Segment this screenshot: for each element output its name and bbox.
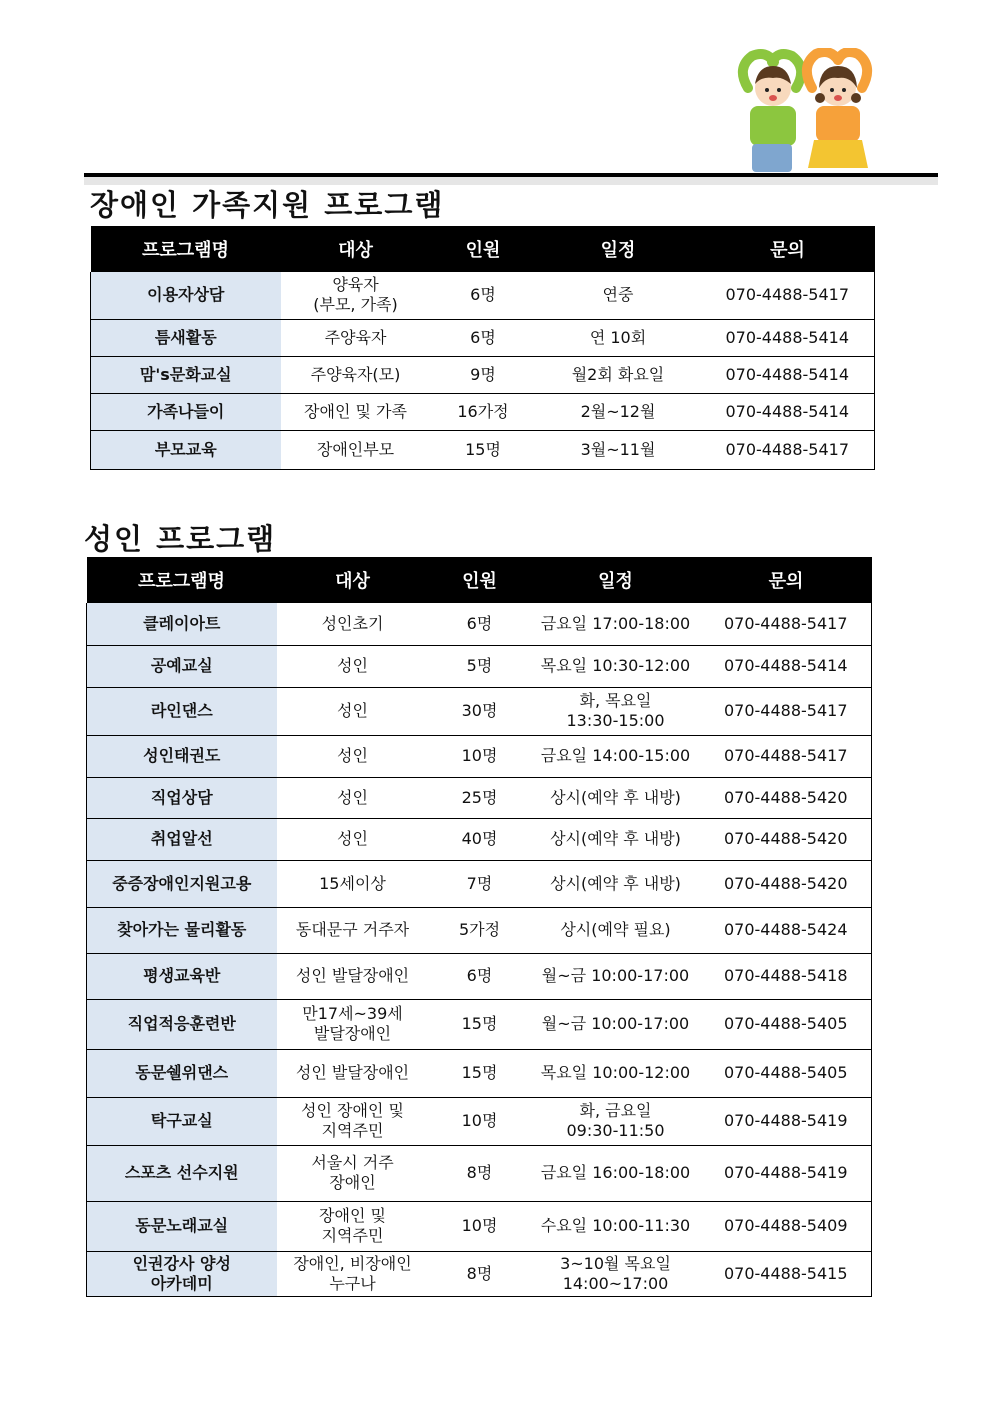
capacity-cell: 15명 (431, 430, 536, 469)
table-row (87, 603, 872, 645)
table-row (87, 1145, 872, 1201)
table-row (87, 860, 872, 907)
contact-cell: 070-4488-5415 (701, 1251, 872, 1296)
table-row (87, 1049, 872, 1097)
capacity-cell: 6명 (431, 272, 536, 319)
section-title-family-support: 장애인 가족지원 프로그램 (90, 188, 445, 222)
program-name-cell: 인권강사 양성 아카데미 (87, 1251, 277, 1296)
schedule-cell: 월2회 화요일 (536, 356, 701, 393)
capacity-cell: 8명 (429, 1145, 531, 1201)
schedule-cell: 상시(예약 후 내방) (531, 818, 701, 860)
table-row (87, 1097, 872, 1145)
contact-cell: 070-4488-5420 (701, 860, 872, 907)
schedule-cell: 수요일 10:00-11:30 (531, 1201, 701, 1251)
contact-cell: 070-4488-5419 (701, 1145, 872, 1201)
table-row (87, 953, 872, 999)
target-cell: 장애인 및 가족 (281, 393, 431, 430)
program-name-cell: 스포츠 선수지원 (87, 1145, 277, 1201)
program-name-cell: 직업적응훈련반 (87, 999, 277, 1049)
table-row (87, 687, 872, 735)
family-support-table (90, 226, 875, 470)
contact-cell: 070-4488-5419 (701, 1097, 872, 1145)
table-row (87, 999, 872, 1049)
program-name-cell: 공예교실 (87, 645, 277, 687)
program-name-cell: 동문쉘위댄스 (87, 1049, 277, 1097)
table-row (87, 1251, 872, 1296)
program-name-cell: 탁구교실 (87, 1097, 277, 1145)
adult-programs-rows (87, 603, 872, 1296)
program-name-cell: 부모교육 (91, 430, 281, 469)
schedule-cell: 3~10월 목요일 14:00~17:00 (531, 1251, 701, 1296)
capacity-cell: 5가정 (429, 907, 531, 953)
header-capacity: 인원 (429, 557, 531, 603)
target-cell: 장애인부모 (281, 430, 431, 469)
capacity-cell: 15명 (429, 1049, 531, 1097)
table-row (87, 818, 872, 860)
capacity-cell: 6명 (429, 603, 531, 645)
contact-cell: 070-4488-5417 (701, 272, 875, 319)
program-name-cell: 틈새활동 (91, 319, 281, 356)
capacity-cell: 6명 (429, 953, 531, 999)
schedule-cell: 금요일 14:00-15:00 (531, 735, 701, 777)
target-cell: 성인 발달장애인 (277, 953, 429, 999)
header-capacity: 인원 (431, 226, 536, 272)
contact-cell: 070-4488-5420 (701, 777, 872, 818)
table-header-row (91, 226, 875, 272)
contact-cell: 070-4488-5418 (701, 953, 872, 999)
kids-heart-illustration (726, 48, 876, 174)
target-cell: 성인 (277, 645, 429, 687)
program-name-cell: 라인댄스 (87, 687, 277, 735)
target-cell: 성인 (277, 735, 429, 777)
table-row (91, 272, 875, 319)
capacity-cell: 7명 (429, 860, 531, 907)
contact-cell: 070-4488-5417 (701, 735, 872, 777)
program-name-cell: 이용자상담 (91, 272, 281, 319)
schedule-cell: 목요일 10:30-12:00 (531, 645, 701, 687)
schedule-cell: 상시(예약 후 내방) (531, 860, 701, 907)
schedule-cell: 상시(예약 후 내방) (531, 777, 701, 818)
table-row (87, 1201, 872, 1251)
target-cell: 장애인 및 지역주민 (277, 1201, 429, 1251)
target-cell: 성인 (277, 687, 429, 735)
schedule-cell: 월~금 10:00-17:00 (531, 953, 701, 999)
contact-cell: 070-4488-5417 (701, 687, 872, 735)
table-row (91, 430, 875, 469)
family-support-rows (91, 272, 875, 469)
contact-cell: 070-4488-5414 (701, 645, 872, 687)
schedule-cell: 3월~11월 (536, 430, 701, 469)
target-cell: 성인 (277, 818, 429, 860)
program-name-cell: 취업알선 (87, 818, 277, 860)
target-cell: 서울시 거주 장애인 (277, 1145, 429, 1201)
table-row (91, 393, 875, 430)
target-cell: 장애인, 비장애인 누구나 (277, 1251, 429, 1296)
contact-cell: 070-4488-5414 (701, 319, 875, 356)
section-title-adult-programs: 성인 프로그램 (84, 522, 277, 556)
table-row (91, 356, 875, 393)
program-name-cell: 동문노래교실 (87, 1201, 277, 1251)
table-row (91, 319, 875, 356)
program-name-cell: 평생교육반 (87, 953, 277, 999)
contact-cell: 070-4488-5417 (701, 603, 872, 645)
schedule-cell: 금요일 16:00-18:00 (531, 1145, 701, 1201)
table-row (87, 777, 872, 818)
capacity-cell: 8명 (429, 1251, 531, 1296)
schedule-cell: 금요일 17:00-18:00 (531, 603, 701, 645)
target-cell: 주양육자 (281, 319, 431, 356)
schedule-cell: 연중 (536, 272, 701, 319)
schedule-cell: 목요일 10:00-12:00 (531, 1049, 701, 1097)
capacity-cell: 6명 (431, 319, 536, 356)
capacity-cell: 9명 (431, 356, 536, 393)
header-program-name: 프로그램명 (87, 557, 277, 603)
capacity-cell: 10명 (429, 735, 531, 777)
capacity-cell: 15명 (429, 999, 531, 1049)
header-contact: 문의 (701, 226, 875, 272)
table-row (87, 907, 872, 953)
capacity-cell: 30명 (429, 687, 531, 735)
contact-cell: 070-4488-5414 (701, 393, 875, 430)
target-cell: 성인 발달장애인 (277, 1049, 429, 1097)
target-cell: 성인 (277, 777, 429, 818)
table-row (87, 645, 872, 687)
schedule-cell: 월~금 10:00-17:00 (531, 999, 701, 1049)
program-name-cell: 클레이아트 (87, 603, 277, 645)
capacity-cell: 25명 (429, 777, 531, 818)
target-cell: 성인 장애인 및 지역주민 (277, 1097, 429, 1145)
capacity-cell: 10명 (429, 1201, 531, 1251)
header-schedule: 일정 (536, 226, 701, 272)
capacity-cell: 16가정 (431, 393, 536, 430)
schedule-cell: 상시(예약 필요) (531, 907, 701, 953)
program-name-cell: 가족나들이 (91, 393, 281, 430)
target-cell: 주양육자(모) (281, 356, 431, 393)
capacity-cell: 10명 (429, 1097, 531, 1145)
header-target: 대상 (281, 226, 431, 272)
target-cell: 15세이상 (277, 860, 429, 907)
schedule-cell: 연 10회 (536, 319, 701, 356)
contact-cell: 070-4488-5405 (701, 999, 872, 1049)
program-name-cell: 맘's문화교실 (91, 356, 281, 393)
target-cell: 성인초기 (277, 603, 429, 645)
capacity-cell: 5명 (429, 645, 531, 687)
contact-cell: 070-4488-5405 (701, 1049, 872, 1097)
header-program-name: 프로그램명 (91, 226, 281, 272)
contact-cell: 070-4488-5409 (701, 1201, 872, 1251)
program-name-cell: 직업상담 (87, 777, 277, 818)
header-contact: 문의 (701, 557, 872, 603)
table-row (87, 735, 872, 777)
contact-cell: 070-4488-5420 (701, 818, 872, 860)
contact-cell: 070-4488-5424 (701, 907, 872, 953)
target-cell: 만17세~39세 발달장애인 (277, 999, 429, 1049)
target-cell: 동대문구 거주자 (277, 907, 429, 953)
schedule-cell: 화, 금요일 09:30-11:50 (531, 1097, 701, 1145)
contact-cell: 070-4488-5414 (701, 356, 875, 393)
target-cell: 양육자 (부모, 가족) (281, 272, 431, 319)
header-target: 대상 (277, 557, 429, 603)
program-name-cell: 성인태권도 (87, 735, 277, 777)
schedule-cell: 2월~12월 (536, 393, 701, 430)
program-name-cell: 찾아가는 물리활동 (87, 907, 277, 953)
program-name-cell: 중증장애인지원고용 (87, 860, 277, 907)
table-header-row (87, 557, 872, 603)
adult-programs-table (86, 557, 872, 1297)
header-schedule: 일정 (531, 557, 701, 603)
capacity-cell: 40명 (429, 818, 531, 860)
schedule-cell: 화, 목요일 13:30-15:00 (531, 687, 701, 735)
contact-cell: 070-4488-5417 (701, 430, 875, 469)
